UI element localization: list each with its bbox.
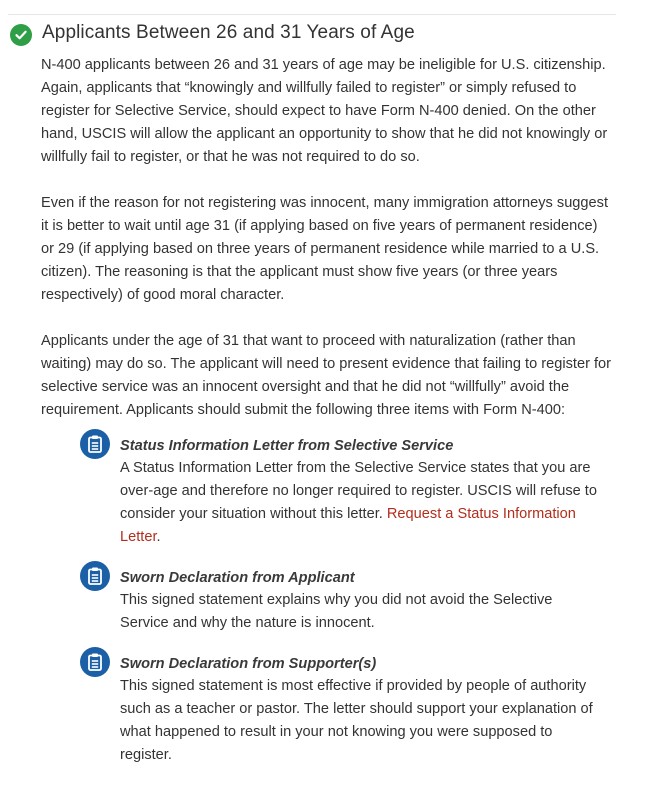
item-text: A Status Information Letter from the Selective Service states that you are over-age and therefore no longer required to register. USCIS will refuse to consider your situation without this letter. xyxy=(120,460,597,522)
top-divider xyxy=(8,14,616,15)
list-item-supporter-declaration xyxy=(80,653,611,767)
clipboard-icon xyxy=(80,561,110,591)
request-status-letter-link[interactable]: Request a Status Information Letter xyxy=(120,506,576,545)
item-title: Status Information Letter from Selective Service xyxy=(120,438,454,454)
list-item-status-letter xyxy=(80,435,611,549)
section-content xyxy=(41,54,611,785)
section-header xyxy=(10,20,415,46)
item-description: This signed statement explains why you did not avoid the Selective Service and why the nature is innocent. xyxy=(120,592,553,631)
clipboard-icon xyxy=(80,429,110,459)
item-text-end: . xyxy=(156,529,161,545)
item-body xyxy=(120,435,600,549)
paragraph-wait-advice: Even if the reason for not registering was innocent, many immigration attorneys suggest it is better to wait until age 31 (if applying based on five years of permanent residence) or 29 (if applying based on three years of permanent residence while married to a U.S. citizen). The reasoning is that the applicant must show five years (or three years respectively) of good moral character. xyxy=(41,195,609,303)
check-circle-icon xyxy=(10,24,32,46)
paragraph-proceed: Applicants under the age of 31 that want to proceed with naturalization (rather than waiting) may do so. The applicant will need to present evidence that failing to register for selective service was an innocent oversight and that he did not “willfully” avoid the requirement. Applicants should submit the following three items with Form N-400: xyxy=(41,333,612,418)
item-body xyxy=(120,567,600,635)
required-items-list xyxy=(80,435,611,767)
item-description: This signed statement is most effective if provided by people of authority such as a teacher or pastor. The letter should support your explanation of what happened to result in your not knowing you were supposed to register. xyxy=(120,678,593,763)
item-title: Sworn Declaration from Applicant xyxy=(120,570,355,586)
section-heading: Applicants Between 26 and 31 Years of Age xyxy=(42,22,415,43)
clipboard-icon xyxy=(80,647,110,677)
item-description xyxy=(120,457,600,549)
item-title: Sworn Declaration from Supporter(s) xyxy=(120,656,377,672)
paragraph-ineligible: N-400 applicants between 26 and 31 years of age may be ineligible for U.S. citizenship. Again, applicants that “knowingly and willfully failed to register” or simply refused to register for Selective Service, should expect to have Form N-400 denied. On the other hand, USCIS will allow the applicant an opportunity to show that he did not knowingly or willfully fail to register, or that he was not required to do so. xyxy=(41,57,608,165)
list-item-applicant-declaration xyxy=(80,567,611,635)
item-body xyxy=(120,653,600,767)
